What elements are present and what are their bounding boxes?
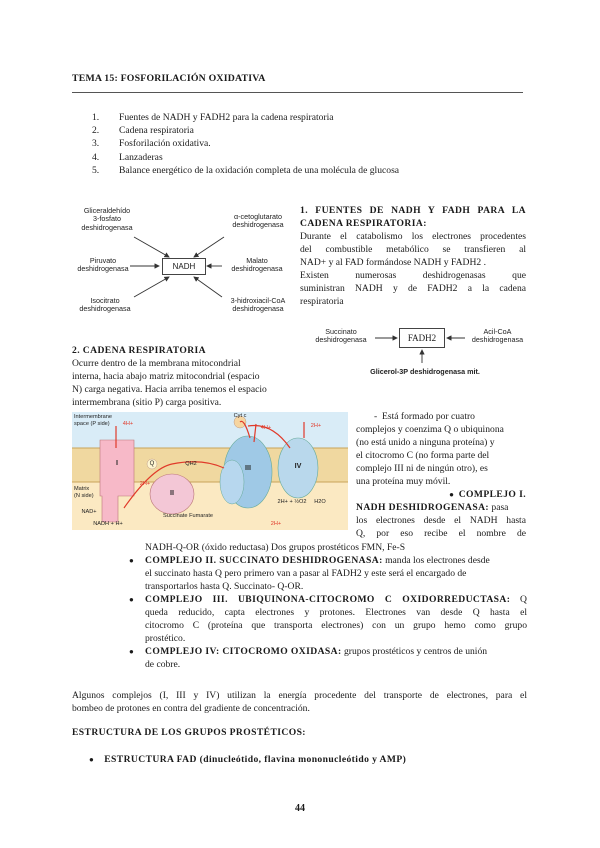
water-label: H2O (314, 499, 326, 505)
protons-iii-label: 4H+ (260, 425, 272, 431)
text-line: suministran NADH y de FADH2 a la cadena (300, 283, 526, 294)
text-line: una proteína muy móvil. (356, 476, 451, 487)
section-2-heading: 2. CADENA RESPIRATORIA (72, 345, 206, 356)
text-line: el succinato hasta Q pero primero van a pasar al FADH2 y este será el encargado de (145, 568, 467, 579)
text-line: del combustible metabólico se transfieren al (300, 244, 526, 255)
nad-label: NAD+ (81, 509, 97, 515)
text-line: Q, por eso recibe el nombre de (356, 528, 526, 539)
toc-item: 1. Fuentes de NADH y FADH2 para la cadena respiratoria (92, 112, 334, 123)
complex-i-title-line: ● COMPLEJO I. (449, 489, 526, 500)
toc-item: 2. Cadena respiratoria (92, 125, 194, 137)
label-glicerol-3p: Glicerol-3P deshidrogenasa mit. (370, 367, 480, 376)
succinate-label: Succinate Fumarate (162, 513, 214, 519)
matrix-label: Matrix (N side) (74, 486, 94, 499)
label-hidroxiacil-coa: 3-hidroxiacil-CoA deshidrogenasa (230, 296, 286, 314)
complex-i-line: NADH DESHIDROGENASA: pasa (356, 502, 509, 513)
text-line: Durante el catabolismo los electrones procedentes (300, 231, 526, 242)
text-line: los electrones desde el NADH hasta (356, 515, 526, 526)
toc-item: 4. Lanzaderas (92, 151, 163, 163)
toc-item: 3. Fosforilación oxidativa. (92, 138, 211, 150)
protons-matrix-label: 2H+ (270, 521, 282, 527)
text-line: transportarlos hasta Q. Succinato- Q-OR. (145, 581, 304, 592)
structure-heading: ESTRUCTURA DE LOS GRUPOS PROSTÉTICOS: (72, 727, 306, 738)
text-line: de cobre. (145, 659, 181, 670)
text-line: complejos y coenzima Q o ubiquinona (356, 424, 504, 435)
section-1-heading-line-1: 1. FUENTES DE NADH Y FADH PARA LA (300, 205, 526, 216)
label-gliceraldehido: Gliceraldehído 3-fosfato deshidrogenasa (81, 206, 133, 232)
page-number: 44 (295, 803, 305, 814)
nadh-sources-diagram (72, 205, 297, 320)
oxygen-label: 2H+ + ½O2 (277, 499, 307, 505)
fadh2-sources-diagram (305, 325, 530, 385)
label-piruvato: Piruvato deshidrogenasa (77, 256, 129, 274)
label-malato: Malato deshidrogenasa (231, 256, 283, 274)
bullet-icon: ● (129, 647, 134, 656)
complex-i-continuation: NADH-Q-OR (óxido reductasa) Dos grupos prostéticos FMN, Fe-S (145, 542, 406, 553)
bullet-icon: ● (129, 556, 134, 565)
label-acil-coa: Acil-CoA deshidrogenasa (471, 327, 524, 345)
complex-iii-item: ● COMPLEJO III. UBIQUINONA-CITOCROMO C OXIDORREDUCTASA: Q queda reducido, capta electrones y protones. Electrones van desde Q hasta el citocromo C (proteína que transporta electrones) con un grupo hemo como grupo prostético. (129, 594, 527, 644)
section-2 (72, 344, 300, 409)
complex-i-label: I (116, 458, 118, 467)
respiratory-chain-text (356, 410, 526, 540)
complex-iv-label: IV (294, 461, 302, 470)
fadh2-box: FADH2 (399, 328, 445, 348)
label-alfa-cetoglutarato: α-cetoglutarato deshidrogenasa (232, 212, 284, 230)
protons-iv-label: 2H+ (310, 423, 322, 429)
text-line: el citocromo C (no forma parte del (356, 450, 490, 461)
complex-list (129, 541, 527, 671)
table-of-contents (92, 111, 399, 177)
fad-structure-item (89, 754, 406, 765)
complex-iii-label: III (245, 463, 251, 472)
qh2-label: QH2 (185, 461, 197, 467)
protons-i-label: 4H+ (122, 421, 134, 427)
text-line: Ocurre dentro de la membrana mitocondrial (72, 358, 241, 369)
title-divider (72, 92, 523, 93)
nadh-box: NADH (162, 258, 206, 275)
respiratory-chain-diagram (72, 412, 348, 530)
q-label: Q (149, 461, 155, 467)
text-line: complejo III ni de ningún otro), es (356, 463, 488, 474)
protons-q-label: 2H+ (139, 481, 151, 487)
text-line: Algunos complejos (I, III y IV) utilizan la energía procedente del transporte de electrones, para el (72, 690, 527, 701)
text-line: bombeo de protones en contra del gradiente de concentración. (72, 703, 310, 714)
complex-iv-item: ● COMPLEJO IV: CITOCROMO OXIDASA: grupos prostéticos y centros de unión de cobre. (145, 645, 527, 671)
text-line: interna, hacia abajo matriz mitocondrial (espacio (72, 371, 260, 382)
page-title: TEMA 15: FOSFORILACIÓN OXIDATIVA (72, 73, 266, 84)
text-line: citocromo C (proteína que transporta electrones) con un grupo hemo como grupo (145, 620, 527, 631)
complex-ii-item: ● COMPLEJO II. SUCCINATO DESHIDROGENASA: manda los electrones desde el succinato hasta Q pero primero van a pasar al FADH2 y este será el encargado de transportarlos hasta Q. Succinato- Q-OR. (145, 554, 527, 593)
text-line: respiratoria (300, 296, 344, 307)
text-line: N) carga negativa. Hacia arriba tenemos el espacio (72, 384, 267, 395)
label-isocitrato: Isocitrato deshidrogenasa (79, 296, 131, 314)
cytc-label: Cyt c (233, 413, 247, 419)
text-line: NAD+ y al FAD formándose NADH y FADH2 . (300, 257, 486, 268)
nadh-label: NADH + H+ (93, 521, 123, 527)
label-succinato: Succinato deshidrogenasa (315, 327, 367, 345)
complex-ii-label: II (170, 488, 174, 497)
dash-line-1: - Está formado por cuatro (374, 411, 475, 422)
text-line: queda reducido, capta electrones y protones. Electrones van desde Q hasta el (145, 607, 527, 618)
text-line: (no está unido a ninguna proteína) y (356, 437, 495, 448)
fad-structure-label: ESTRUCTURA FAD (dinucleótido, flavina mononucleótido y AMP) (104, 754, 407, 765)
bullet-icon: ● (129, 595, 134, 604)
bullet-icon: ● (89, 755, 94, 764)
section-1-heading-line-2: CADENA RESPIRATORIA: (300, 218, 427, 229)
section-1 (300, 204, 526, 308)
text-line: intermembrana (sitio P) carga positiva. (72, 397, 222, 408)
space-label: Intermembrane space (P side) (74, 414, 112, 427)
text-line: Existen numerosas deshidrogenasas que (300, 270, 526, 281)
toc-item: 5. Balance energético de la oxidación completa de una molécula de glucosa (92, 164, 400, 176)
summary-paragraph (72, 689, 527, 715)
text-line: prostético. (145, 633, 186, 644)
